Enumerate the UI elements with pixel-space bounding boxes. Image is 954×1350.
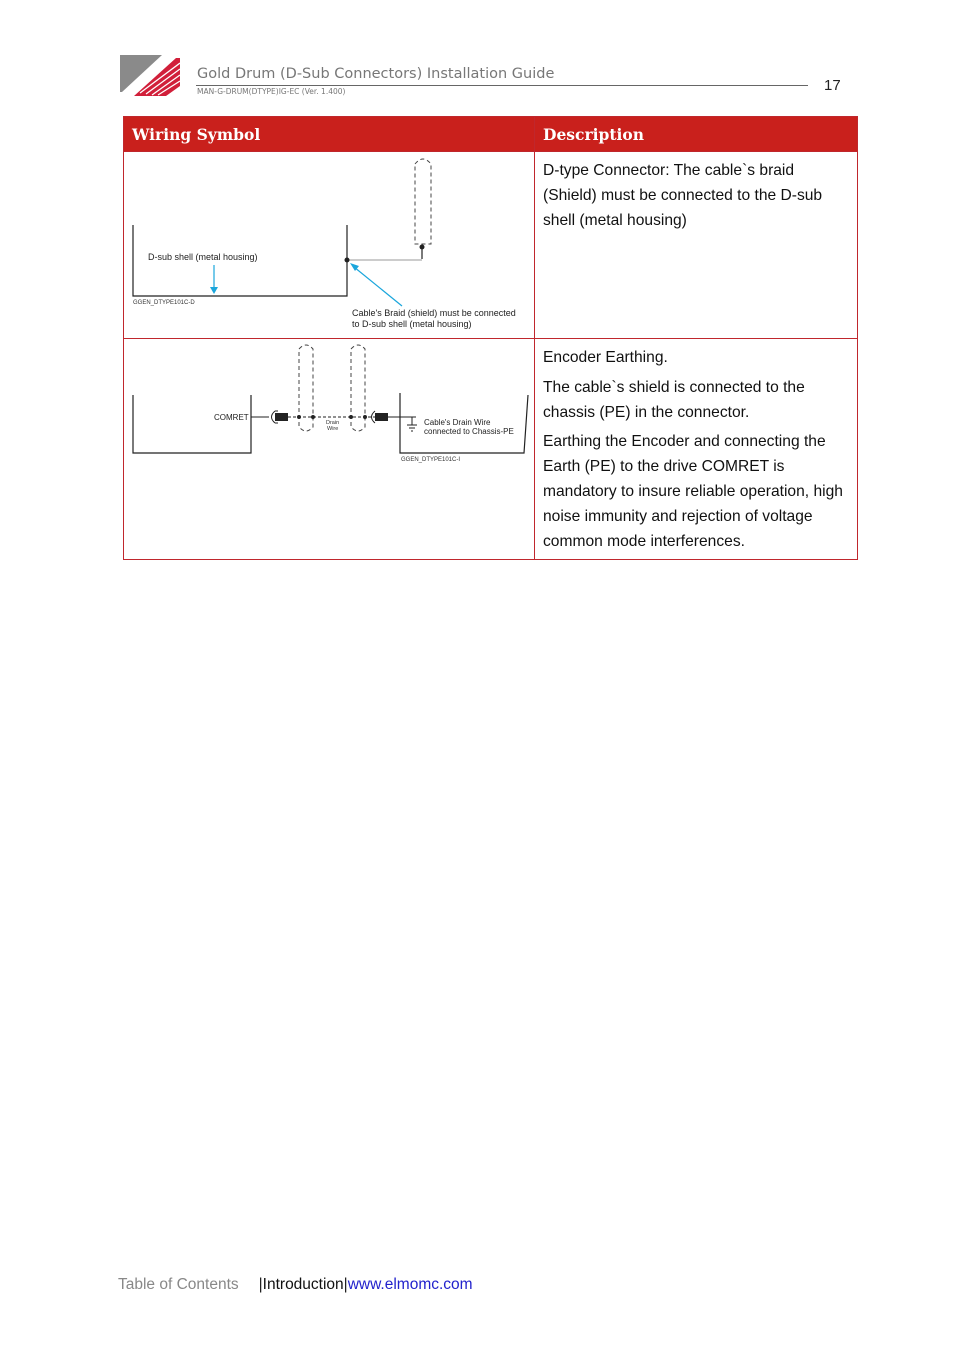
shield-loop-1 <box>299 345 313 431</box>
description-cell <box>535 339 858 560</box>
note-line-1: Cable's Braid (shield) must be connected <box>352 308 516 318</box>
footer <box>118 1276 473 1294</box>
description-text: D-type Connector: The cable`s braid (Shield) must be connected to the D-sub shell (metal housing) <box>543 162 823 229</box>
wiring-symbol-cell <box>124 339 535 560</box>
table-row <box>124 152 858 339</box>
shell-junction-dot <box>345 258 350 263</box>
figure-id: GGEN_DTYPE101C-D <box>133 300 195 306</box>
header-rule <box>196 85 808 86</box>
table-row <box>124 339 858 560</box>
connector-block-left <box>275 413 288 421</box>
drain-dot <box>349 415 353 419</box>
shield-loop-2 <box>351 345 365 431</box>
page-number: 17 <box>824 77 841 94</box>
drain-dot <box>297 415 301 419</box>
braid-dot <box>420 245 425 250</box>
description-cell <box>535 152 858 339</box>
comret-label: COMRET <box>214 413 249 422</box>
connector-cap-left <box>272 411 276 423</box>
elmo-logo <box>118 54 180 98</box>
footer-website-link[interactable]: www.elmomc.com <box>347 1276 473 1293</box>
description-text: Earthing the Encoder and connecting the Earth (PE) to the drive COMRET is mandatory to insure reliable operation, high noise immunity and rejection of voltage common mode interferences. <box>543 433 843 550</box>
braid-shield <box>415 159 431 244</box>
wiring-table <box>123 116 858 560</box>
note-line-2: to D-sub shell (metal housing) <box>352 319 472 329</box>
footer-separator: | <box>343 1276 348 1293</box>
header-title: Gold Drum (D-Sub Connectors) Installation Guide <box>197 66 555 82</box>
wiring-symbol-cell <box>124 152 535 339</box>
encoder-earthing-diagram <box>124 339 534 556</box>
drive-box-outline <box>133 395 251 453</box>
drain-label-1: Drain <box>326 420 340 426</box>
drain-label-2: Wire <box>327 426 339 432</box>
header-doc-code: MAN-G-DRUM(DTYPE)IG-EC (Ver. 1.400) <box>197 87 346 96</box>
footer-toc-link[interactable]: Table of Contents <box>118 1276 239 1293</box>
shell-label: D-sub shell (metal housing) <box>148 252 258 262</box>
connector-block-right <box>375 413 388 421</box>
footer-section-link[interactable]: Introduction <box>262 1276 344 1293</box>
col-header-wiring-symbol: Wiring Symbol <box>124 117 535 152</box>
description-text: Encoder Earthing. <box>543 349 668 366</box>
col-header-description: Description <box>535 117 858 152</box>
figure-id: GGEN_DTYPE101C-I <box>401 457 461 463</box>
drain-dot <box>363 415 367 419</box>
shell-arrow-head <box>210 287 218 294</box>
dsub-shell-diagram <box>124 152 534 338</box>
chassis-note-line-1: Cable's Drain Wire <box>424 418 491 427</box>
description-text: The cable`s shield is connected to the chassis (PE) in the connector. <box>543 378 805 421</box>
table-header-row <box>124 117 858 152</box>
footer-separator: | <box>258 1276 263 1293</box>
note-arrow <box>354 267 402 306</box>
chassis-note-line-2: connected to Chassis-PE <box>424 427 514 436</box>
drain-dot <box>311 415 315 419</box>
